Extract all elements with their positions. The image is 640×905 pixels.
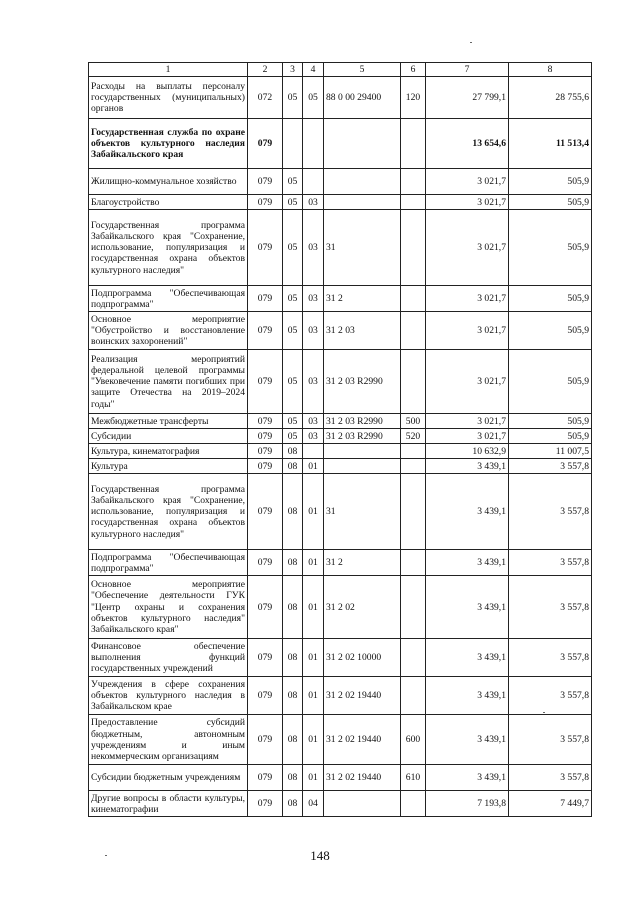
expense-type-cell: 600 xyxy=(401,715,426,765)
header-cell: 1 xyxy=(89,63,248,77)
expense-type-cell xyxy=(401,791,426,817)
amount-1-cell: 3 021,7 xyxy=(426,210,509,286)
section-code-cell: 08 xyxy=(283,550,303,576)
row-name-cell: Культура xyxy=(89,459,248,474)
expense-type-cell xyxy=(401,119,426,169)
amount-1-cell: 3 021,7 xyxy=(426,429,509,444)
admin-code-cell: 079 xyxy=(248,286,283,312)
budget-table-container xyxy=(88,62,592,817)
target-article-cell: 31 2 xyxy=(324,550,401,576)
subsection-code-cell: 01 xyxy=(303,459,324,474)
row-name-cell: Подпрограмма "Обеспечивающая подпрограмма" xyxy=(89,286,248,312)
expense-type-cell xyxy=(401,677,426,715)
scan-speck xyxy=(543,712,545,713)
amount-1-cell: 3 439,1 xyxy=(426,550,509,576)
section-code-cell: 08 xyxy=(283,474,303,550)
section-code-cell: 08 xyxy=(283,677,303,715)
amount-1-cell: 10 632,9 xyxy=(426,444,509,459)
budget-table-body xyxy=(89,63,592,817)
subsection-code-cell: 01 xyxy=(303,550,324,576)
table-row xyxy=(89,677,592,715)
admin-code-cell: 079 xyxy=(248,576,283,639)
row-name-cell: Субсидии бюджетным учреждениям xyxy=(89,765,248,791)
subsection-code-cell: 01 xyxy=(303,765,324,791)
expense-type-cell xyxy=(401,550,426,576)
section-code-cell: 05 xyxy=(283,286,303,312)
target-article-cell: 31 2 03 xyxy=(324,312,401,350)
amount-1-cell: 3 439,1 xyxy=(426,677,509,715)
admin-code-cell: 072 xyxy=(248,77,283,119)
amount-2-cell: 3 557,8 xyxy=(509,576,592,639)
subsection-code-cell: 01 xyxy=(303,677,324,715)
section-code-cell: 08 xyxy=(283,459,303,474)
table-row xyxy=(89,765,592,791)
admin-code-cell: 079 xyxy=(248,715,283,765)
header-cell: 4 xyxy=(303,63,324,77)
table-row xyxy=(89,169,592,195)
expense-type-cell: 120 xyxy=(401,77,426,119)
amount-2-cell: 3 557,8 xyxy=(509,765,592,791)
amount-1-cell: 3 021,7 xyxy=(426,350,509,414)
subsection-code-cell: 03 xyxy=(303,195,324,210)
amount-1-cell: 3 439,1 xyxy=(426,576,509,639)
table-row xyxy=(89,715,592,765)
amount-2-cell: 28 755,6 xyxy=(509,77,592,119)
expense-type-cell xyxy=(401,350,426,414)
amount-1-cell: 3 021,7 xyxy=(426,286,509,312)
subsection-code-cell: 03 xyxy=(303,429,324,444)
row-name-cell: Государственная программа Забайкальского края "Сохранение, использование, популяризация и государственная охрана объектов культурного наследия" xyxy=(89,210,248,286)
target-article-cell: 31 2 03 R2990 xyxy=(324,429,401,444)
amount-2-cell: 505,9 xyxy=(509,312,592,350)
expense-type-cell xyxy=(401,312,426,350)
subsection-code-cell: 03 xyxy=(303,312,324,350)
header-cell: 5 xyxy=(324,63,401,77)
row-name-cell: Финансовое обеспечение выполнения функций государственных учреждений xyxy=(89,639,248,677)
subsection-code-cell: 04 xyxy=(303,791,324,817)
admin-code-cell: 079 xyxy=(248,169,283,195)
admin-code-cell: 079 xyxy=(248,459,283,474)
amount-1-cell: 3 021,7 xyxy=(426,195,509,210)
section-code-cell: 05 xyxy=(283,210,303,286)
table-row xyxy=(89,286,592,312)
target-article-cell: 31 xyxy=(324,210,401,286)
target-article-cell: 31 2 03 R2990 xyxy=(324,414,401,429)
amount-2-cell: 7 449,7 xyxy=(509,791,592,817)
amount-2-cell: 3 557,8 xyxy=(509,677,592,715)
subsection-code-cell: 01 xyxy=(303,715,324,765)
subsection-code-cell: 03 xyxy=(303,350,324,414)
header-cell: 3 xyxy=(283,63,303,77)
admin-code-cell: 079 xyxy=(248,444,283,459)
target-article-cell: 31 2 02 19440 xyxy=(324,715,401,765)
target-article-cell xyxy=(324,791,401,817)
table-row xyxy=(89,550,592,576)
admin-code-cell: 079 xyxy=(248,350,283,414)
amount-1-cell: 3 021,7 xyxy=(426,169,509,195)
amount-1-cell: 3 439,1 xyxy=(426,715,509,765)
table-row xyxy=(89,312,592,350)
target-article-cell xyxy=(324,195,401,210)
expense-type-cell xyxy=(401,195,426,210)
expense-type-cell xyxy=(401,210,426,286)
expense-type-cell xyxy=(401,444,426,459)
amount-2-cell: 505,9 xyxy=(509,286,592,312)
row-name-cell: Культура, кинематография xyxy=(89,444,248,459)
amount-1-cell: 13 654,6 xyxy=(426,119,509,169)
section-code-cell: 05 xyxy=(283,77,303,119)
header-cell: 2 xyxy=(248,63,283,77)
admin-code-cell: 079 xyxy=(248,429,283,444)
row-name-cell: Учреждения в сфере сохранения объектов культурного наследия в Забайкальском крае xyxy=(89,677,248,715)
amount-2-cell: 3 557,8 xyxy=(509,474,592,550)
section-code-cell: 05 xyxy=(283,195,303,210)
admin-code-cell: 079 xyxy=(248,550,283,576)
amount-1-cell: 3 439,1 xyxy=(426,765,509,791)
target-article-cell: 88 0 00 29400 xyxy=(324,77,401,119)
header-cell: 6 xyxy=(401,63,426,77)
table-row xyxy=(89,210,592,286)
table-row xyxy=(89,474,592,550)
admin-code-cell: 079 xyxy=(248,639,283,677)
page-number: 148 xyxy=(310,848,330,863)
amount-1-cell: 3 021,7 xyxy=(426,312,509,350)
row-name-cell: Государственная программа Забайкальского края "Сохранение, использование, популяризация и государственная охрана объектов культурного наследия" xyxy=(89,474,248,550)
section-code-cell: 08 xyxy=(283,765,303,791)
table-row xyxy=(89,791,592,817)
amount-1-cell: 3 439,1 xyxy=(426,474,509,550)
row-name-cell: Основное мероприятие "Обустройство и восстановление воинских захоронений" xyxy=(89,312,248,350)
amount-2-cell: 3 557,8 xyxy=(509,639,592,677)
admin-code-cell: 079 xyxy=(248,195,283,210)
admin-code-cell: 079 xyxy=(248,312,283,350)
admin-code-cell: 079 xyxy=(248,414,283,429)
row-name-cell: Благоустройство xyxy=(89,195,248,210)
subsection-code-cell: 03 xyxy=(303,414,324,429)
section-code-cell: 05 xyxy=(283,169,303,195)
section-code-cell: 08 xyxy=(283,715,303,765)
target-article-cell xyxy=(324,169,401,195)
admin-code-cell: 079 xyxy=(248,791,283,817)
table-row xyxy=(89,77,592,119)
expense-type-cell xyxy=(401,639,426,677)
target-article-cell xyxy=(324,444,401,459)
table-row xyxy=(89,459,592,474)
section-code-cell: 05 xyxy=(283,414,303,429)
subsection-code-cell: 03 xyxy=(303,286,324,312)
target-article-cell xyxy=(324,459,401,474)
table-row xyxy=(89,119,592,169)
table-row xyxy=(89,429,592,444)
amount-2-cell: 3 557,8 xyxy=(509,459,592,474)
scan-speck xyxy=(470,42,472,43)
subsection-code-cell: 01 xyxy=(303,474,324,550)
table-row xyxy=(89,639,592,677)
subsection-code-cell: 01 xyxy=(303,639,324,677)
amount-2-cell: 11 513,4 xyxy=(509,119,592,169)
expense-type-cell: 500 xyxy=(401,414,426,429)
target-article-cell: 31 2 03 R2990 xyxy=(324,350,401,414)
admin-code-cell: 079 xyxy=(248,677,283,715)
expense-type-cell xyxy=(401,576,426,639)
amount-1-cell: 3 439,1 xyxy=(426,639,509,677)
header-row xyxy=(89,63,592,77)
table-row xyxy=(89,195,592,210)
admin-code-cell: 079 xyxy=(248,119,283,169)
amount-1-cell: 3 021,7 xyxy=(426,414,509,429)
row-name-cell: Межбюджетные трансферты xyxy=(89,414,248,429)
row-name-cell: Государственная служба по охране объектов культурного наследия Забайкальского края xyxy=(89,119,248,169)
row-name-cell: Предоставление субсидий бюджетным, автономным учреждениям и иным некоммерческим организациям xyxy=(89,715,248,765)
subsection-code-cell: 05 xyxy=(303,77,324,119)
row-name-cell: Подпрограмма "Обеспечивающая подпрограмма" xyxy=(89,550,248,576)
row-name-cell: Жилищно-коммунальное хозяйство xyxy=(89,169,248,195)
row-name-cell: Субсидии xyxy=(89,429,248,444)
amount-2-cell: 505,9 xyxy=(509,210,592,286)
row-name-cell: Основное мероприятие "Обеспечение деятельности ГУК "Центр охраны и сохранения объектов культурного наследия" Забайкальского края" xyxy=(89,576,248,639)
section-code-cell xyxy=(283,119,303,169)
expense-type-cell: 520 xyxy=(401,429,426,444)
subsection-code-cell xyxy=(303,444,324,459)
admin-code-cell: 079 xyxy=(248,474,283,550)
subsection-code-cell: 03 xyxy=(303,210,324,286)
admin-code-cell: 079 xyxy=(248,210,283,286)
target-article-cell: 31 2 02 19440 xyxy=(324,677,401,715)
table-row xyxy=(89,350,592,414)
amount-2-cell: 3 557,8 xyxy=(509,550,592,576)
section-code-cell: 05 xyxy=(283,350,303,414)
target-article-cell: 31 2 xyxy=(324,286,401,312)
header-cell: 8 xyxy=(509,63,592,77)
target-article-cell xyxy=(324,119,401,169)
amount-1-cell: 3 439,1 xyxy=(426,459,509,474)
admin-code-cell: 079 xyxy=(248,765,283,791)
table-row xyxy=(89,444,592,459)
amount-1-cell: 27 799,1 xyxy=(426,77,509,119)
section-code-cell: 08 xyxy=(283,791,303,817)
subsection-code-cell xyxy=(303,169,324,195)
amount-2-cell: 11 007,5 xyxy=(509,444,592,459)
section-code-cell: 05 xyxy=(283,312,303,350)
row-name-cell: Реализация мероприятий федеральной целевой программы "Увековечение памяти погибших при защите Отечества на 2019–2024 годы" xyxy=(89,350,248,414)
section-code-cell: 08 xyxy=(283,639,303,677)
amount-2-cell: 505,9 xyxy=(509,414,592,429)
subsection-code-cell: 01 xyxy=(303,576,324,639)
section-code-cell: 05 xyxy=(283,429,303,444)
header-cell: 7 xyxy=(426,63,509,77)
amount-1-cell: 7 193,8 xyxy=(426,791,509,817)
target-article-cell: 31 2 02 xyxy=(324,576,401,639)
scan-speck xyxy=(105,855,107,856)
target-article-cell: 31 2 02 19440 xyxy=(324,765,401,791)
row-name-cell: Расходы на выплаты персоналу государственных (муниципальных) органов xyxy=(89,77,248,119)
section-code-cell: 08 xyxy=(283,576,303,639)
amount-2-cell: 3 557,8 xyxy=(509,715,592,765)
subsection-code-cell xyxy=(303,119,324,169)
table-row xyxy=(89,576,592,639)
row-name-cell: Другие вопросы в области культуры, кинематографии xyxy=(89,791,248,817)
table-row xyxy=(89,414,592,429)
expense-type-cell xyxy=(401,169,426,195)
budget-table xyxy=(88,62,592,817)
section-code-cell: 08 xyxy=(283,444,303,459)
amount-2-cell: 505,9 xyxy=(509,195,592,210)
amount-2-cell: 505,9 xyxy=(509,429,592,444)
target-article-cell: 31 2 02 10000 xyxy=(324,639,401,677)
target-article-cell: 31 xyxy=(324,474,401,550)
expense-type-cell xyxy=(401,474,426,550)
expense-type-cell xyxy=(401,286,426,312)
amount-2-cell: 505,9 xyxy=(509,350,592,414)
amount-2-cell: 505,9 xyxy=(509,169,592,195)
expense-type-cell xyxy=(401,459,426,474)
expense-type-cell: 610 xyxy=(401,765,426,791)
